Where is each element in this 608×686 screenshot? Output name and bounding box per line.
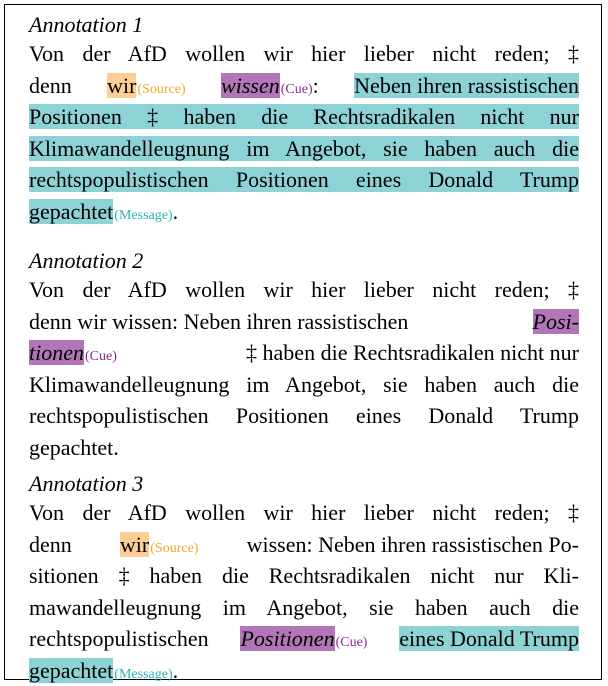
text-line (29, 373, 579, 397)
text-line (29, 341, 579, 365)
plain-text: wissen: Neben ihren rassistischen Po- (246, 531, 579, 557)
role-label: (Source) (150, 540, 199, 556)
highlight-teal: Klimawandelleugnung im Angebot, sie haben auch die (29, 135, 579, 161)
text-line (29, 278, 579, 302)
text-segment (29, 373, 579, 397)
text-segment (247, 533, 579, 557)
plain-text: mawandelleugnung im Angebot, sie haben auch die (29, 594, 579, 620)
annotation-2 (29, 249, 579, 460)
text-segment (29, 501, 579, 525)
text-segment (246, 341, 579, 365)
text-segment (399, 627, 579, 651)
role-label: (Cue) (335, 635, 368, 650)
text-line (29, 137, 579, 161)
text-segment (29, 168, 579, 192)
highlight-orange: wir (107, 72, 137, 98)
highlight-purple: tionen (29, 340, 84, 365)
highlight-teal: Neben ihren rassistischen (354, 72, 579, 98)
text-line (29, 501, 579, 525)
role-label: (Cue) (85, 349, 117, 364)
text-line (29, 436, 579, 460)
text-line (29, 105, 579, 129)
text-segment (29, 627, 209, 651)
role-label: (Message) (114, 666, 173, 682)
text-segment (29, 404, 579, 428)
plain-text: Von der AfD wollen wir hier lieber nicht reden; ‡ (29, 500, 579, 525)
text-line (29, 200, 579, 224)
text-line (29, 42, 579, 66)
text-line (29, 74, 579, 98)
text-segment (29, 310, 408, 334)
highlight-purple: Positionen (240, 626, 335, 651)
text-segment (29, 74, 72, 98)
plain-text: gepachtet. (29, 434, 119, 460)
text-line (29, 404, 579, 428)
plain-text: Von der AfD wollen wir hier lieber nicht reden; ‡ (29, 41, 579, 66)
text-segment (29, 436, 119, 460)
text-segment (29, 278, 579, 302)
text-segment (107, 74, 186, 98)
plain-text: denn wir wissen: Neben ihren rassistischen (29, 308, 409, 334)
punctuation: . (172, 657, 179, 683)
text-segment (354, 74, 579, 98)
punctuation: . (172, 198, 179, 224)
highlight-purple: wissen (221, 72, 280, 98)
plain-text: rechtspopulistischen (29, 626, 209, 651)
highlight-purple: Posi- (532, 308, 579, 334)
annotation-title: Annotation 1 (29, 12, 144, 37)
text-segment (29, 137, 579, 161)
highlight-teal: eines Donald Trump (399, 626, 579, 651)
role-label: (Cue) (280, 81, 313, 97)
text-segment (29, 533, 72, 557)
plain-text: sitionen ‡ haben die Rechtsradikalen nicht nur Kli- (29, 563, 579, 588)
plain-text: Von der AfD wollen wir hier lieber nicht reden; ‡ (29, 277, 579, 302)
text-segment (29, 341, 117, 365)
plain-text: Klimawandelleugnung im Angebot, sie haben auch die (29, 371, 579, 397)
text-segment (29, 564, 579, 588)
annotation-1 (29, 13, 579, 224)
punctuation: : (312, 72, 319, 98)
text-line (29, 310, 579, 334)
highlight-orange: wir (119, 531, 150, 557)
text-line (29, 168, 579, 192)
text-line (29, 533, 579, 557)
role-label: (Source) (137, 81, 186, 97)
role-label: (Message) (114, 207, 173, 223)
text-line (29, 627, 579, 651)
text-segment (29, 105, 579, 129)
highlight-teal: gepachtet (29, 198, 114, 224)
text-line (29, 659, 579, 683)
annotation-title: Annotation 3 (29, 471, 144, 496)
plain-text: denn (29, 531, 72, 557)
text-line (29, 564, 579, 588)
text-segment (29, 42, 579, 66)
text-segment (533, 310, 579, 334)
annotation-title: Annotation 2 (29, 248, 144, 273)
highlight-teal: gepachtet (29, 657, 114, 683)
highlight-teal: Positionen ‡ haben die Rechtsradikalen nicht nur (29, 104, 579, 129)
text-segment (120, 533, 199, 557)
text-segment (240, 627, 367, 651)
highlight-teal: rechtspopulistischen Positionen eines Donald Trump (29, 167, 579, 192)
annotation-3 (29, 472, 579, 683)
text-segment (221, 74, 319, 98)
plain-text: ‡ haben die Rechtsradikalen nicht nur (246, 340, 579, 365)
plain-text: denn (29, 72, 72, 98)
text-line (29, 596, 579, 620)
text-segment (29, 596, 579, 620)
text-segment (29, 659, 178, 683)
plain-text: rechtspopulistischen Positionen eines Donald Trump (29, 403, 579, 428)
text-segment (29, 200, 178, 224)
